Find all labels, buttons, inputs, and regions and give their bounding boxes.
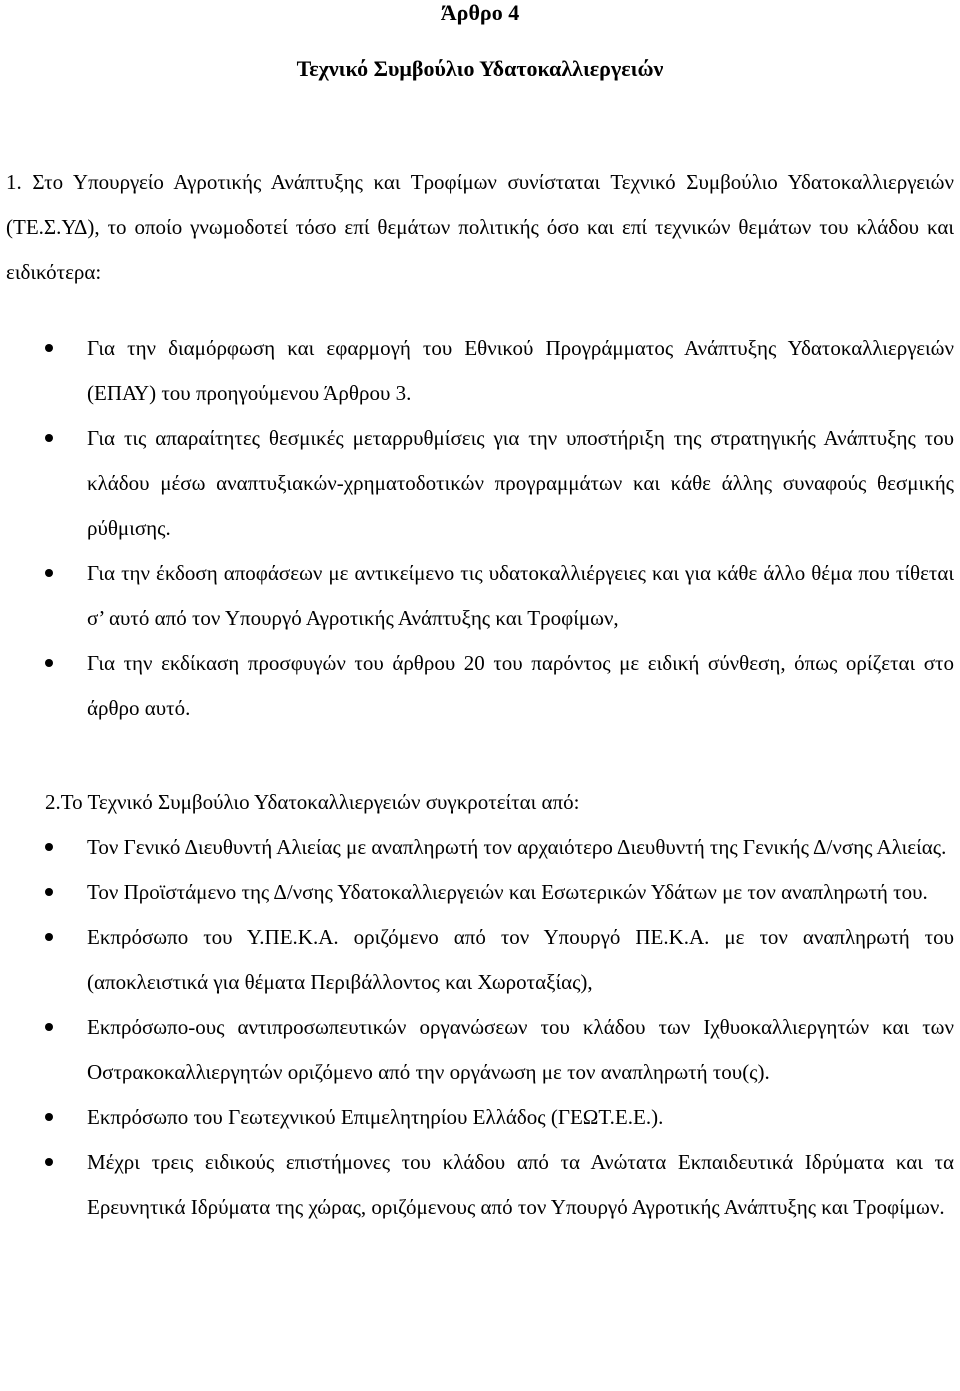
list-item (0, 551, 960, 641)
list-item (0, 825, 960, 870)
list-item (0, 1005, 960, 1095)
bullet-icon (45, 569, 53, 577)
bullet-icon (45, 1158, 53, 1166)
list-item (0, 870, 960, 915)
bullet-icon (45, 434, 53, 442)
list-item-text: Εκπρόσωπο του Υ.ΠΕ.Κ.Α. οριζόμενο από τον Υπουργό ΠΕ.Κ.Α. με τον αναπληρωτή του (αποκλειστικά για θέματα Περιβάλλοντος και Χωροταξίας), (87, 925, 954, 994)
section-1-list (0, 326, 960, 731)
list-item-text: Τον Προϊστάμενο της Δ/νσης Υδατοκαλλιεργειών και Εσωτερικών Υδάτων με τον αναπληρωτή του. (87, 880, 928, 904)
article-number: Άρθρο 4 (440, 0, 520, 25)
list-item-text: Μέχρι τρεις ειδικούς επιστήμονες του κλάδου από τα Ανώτατα Εκπαιδευτικά Ιδρύματα και τα Ερευνητικά Ιδρύματα της χώρας, οριζόμενους από τον Υπουργό Αγροτικής Ανάπτυξης και Τροφίμων. (87, 1150, 954, 1219)
list-item-text: Εκπρόσωπο του Γεωτεχνικού Επιμελητηρίου Ελλάδος (ΓΕΩΤ.Ε.Ε.). (87, 1105, 664, 1129)
bullet-icon (45, 933, 53, 941)
list-item (0, 1140, 960, 1230)
list-item (0, 416, 960, 551)
bullet-icon (45, 344, 53, 352)
list-item-text: Εκπρόσωπο-ους αντιπροσωπευτικών οργανώσεων του κλάδου των Ιχθυοκαλλιεργητών και των Οστρακοκαλλιεργητών οριζόμενο από την οργάνωση με τον αναπληρωτή του(ς). (87, 1015, 954, 1084)
list-item-text: Για την εκδίκαση προσφυγών του άρθρου 20 του παρόντος με ειδική σύνθεση, όπως ορίζεται στο άρθρο αυτό. (87, 651, 954, 720)
bullet-icon (45, 1023, 53, 1031)
article-title: Τεχνικό Συμβούλιο Υδατοκαλλιεργειών (296, 56, 664, 81)
bullet-icon (45, 659, 53, 667)
bullet-icon (45, 843, 53, 851)
list-item (0, 915, 960, 1005)
list-item (0, 326, 960, 416)
list-item-text: Για την έκδοση αποφάσεων με αντικείμενο τις υδατοκαλλιέργειες και για κάθε άλλο θέμα που τίθεται σ’ αυτό από τον Υπουργό Αγροτικής Ανάπτυξης και Τροφίμων, (87, 561, 954, 630)
section-1-intro: 1. Στο Υπουργείο Αγροτικής Ανάπτυξης και Τροφίμων συνίσταται Τεχνικό Συμβούλιο Υδατοκαλλιεργειών (ΤΕ.Σ.ΥΔ), το οποίο γνωμοδοτεί τόσο επί θεμάτων πολιτικής όσο και επί τεχνικών θεμάτων του κλάδου και ειδικότερα: (6, 170, 954, 284)
list-item (0, 641, 960, 731)
list-item-text: Τον Γενικό Διευθυντή Αλιείας με αναπληρωτή τον αρχαιότερο Διευθυντή της Γενικής Δ/νσης Αλιείας. (87, 835, 947, 859)
list-item-text: Για τις απαραίτητες θεσμικές μεταρρυθμίσεις για την υποστήριξη της στρατηγικής Ανάπτυξης του κλάδου μέσω αναπτυξιακών-χρηματοδοτικών προγραμμάτων και κάθε άλλης συναφούς θεσμικής ρύθμισης. (87, 426, 954, 540)
list-item (0, 1095, 960, 1140)
section-2-list (0, 825, 960, 1230)
bullet-icon (45, 888, 53, 896)
bullet-icon (45, 1113, 53, 1121)
section-2-intro: 2.Το Τεχνικό Συμβούλιο Υδατοκαλλιεργειών συγκροτείται από: (45, 790, 580, 814)
list-item-text: Για την διαμόρφωση και εφαρμογή του Εθνικού Προγράμματος Ανάπτυξης Υδατοκαλλιεργειών (ΕΠΑΥ) του προηγούμενου Άρθρου 3. (87, 336, 954, 405)
